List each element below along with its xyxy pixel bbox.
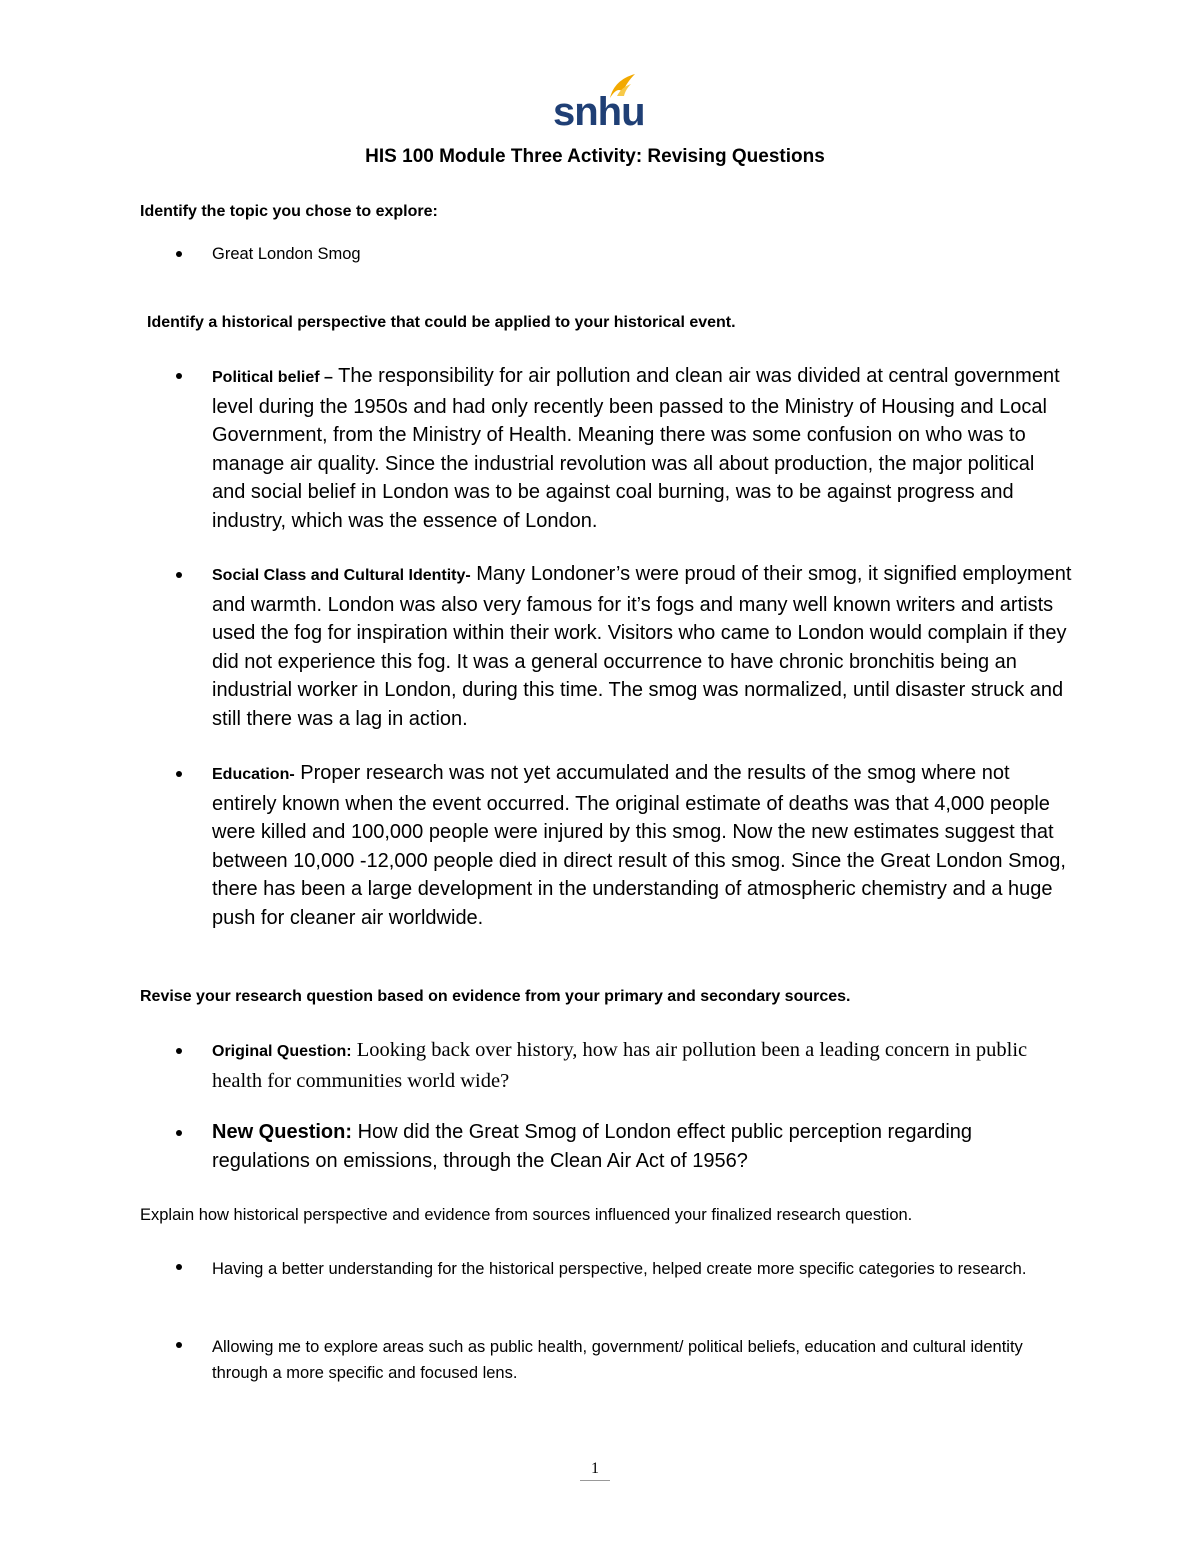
page-number: 1 — [580, 1458, 610, 1481]
explain-prompt: Explain how historical perspective and evidence from sources influenced your finalized research question. — [140, 1206, 913, 1224]
bullet-icon — [176, 1048, 182, 1054]
explain-item: Having a better understanding for the historical perspective, helped create more specific categories to research. — [212, 1260, 1027, 1278]
bullet-icon — [176, 251, 182, 257]
item-text: Many Londoner’s were proud of their smog, it signified employment and warmth. London was also very famous for it’s fogs and many well known writers and artists used the fog for inspiration within their work. Visitors who came to London would complain if they did not experience this fog. It was a general occurrence to have chronic bronchitis being an industrial worker in London, during this time. The smog was normalized, until disaster struck and still there was a lag in action. — [212, 563, 1072, 730]
item-text: Looking back over history, how has air pollution been a leading concern in public health for communities world wide? — [212, 1039, 1028, 1092]
item-term: Education- — [212, 766, 295, 783]
item-term: Original Question: — [212, 1043, 352, 1060]
original-question — [212, 1036, 1072, 1095]
perspective-item-education — [212, 759, 1072, 933]
perspective-prompt: Identify a historical perspective that could be applied to your historical event. — [147, 314, 736, 331]
item-term: Social Class and Cultural Identity- — [212, 567, 471, 584]
perspective-item-political — [212, 362, 1072, 536]
explain-item: Allowing me to explore areas such as public health, government/ political beliefs, education and cultural identity through a more specific and focused lens. — [212, 1338, 1023, 1382]
bullet-icon — [176, 1130, 182, 1136]
bullet-icon — [176, 373, 182, 379]
item-text: How did the Great Smog of London effect public perception regarding regulations on emissions, through the Clean Air Act of 1956? — [212, 1121, 973, 1172]
bullet-icon — [176, 1342, 182, 1348]
perspective-item-social — [212, 560, 1072, 734]
logo-wordmark: snhu — [553, 90, 645, 134]
bullet-icon — [176, 1264, 182, 1270]
page-title: HIS 100 Module Three Activity: Revising Questions — [365, 146, 825, 167]
new-question — [212, 1118, 1072, 1175]
item-term: Political belief – — [212, 369, 333, 386]
item-text: Proper research was not yet accumulated and the results of the smog where not entirely known when the event occurred. The original estimate of deaths was that 4,000 people were killed and 100,000 people were injured by this smog. Now the new estimates suggest that between 10,000 -12,000 people died in direct result of this smog. Since the Great London Smog, there has been a large development in the understanding of atmospheric chemistry and a huge push for cleaner air worldwide. — [212, 762, 1066, 929]
topic-answer: Great London Smog — [212, 245, 361, 263]
topic-prompt: Identify the topic you chose to explore: — [140, 203, 438, 220]
bullet-icon — [176, 572, 182, 578]
bullet-icon — [176, 771, 182, 777]
item-text: The responsibility for air pollution and clean air was divided at central government level during the 1950s and had only recently been passed to the Ministry of Housing and Local Government, from the Ministry of Health. Meaning there was some confusion on who was to manage air quality. Since the industrial revolution was all about production, the major political and social belief in London was to be against coal burning, was to be against progress and industry, which was the essence of London. — [212, 365, 1060, 532]
snhu-logo — [553, 72, 643, 134]
revise-prompt: Revise your research question based on evidence from your primary and secondary sources. — [140, 988, 851, 1005]
item-term: New Question: — [212, 1121, 353, 1143]
